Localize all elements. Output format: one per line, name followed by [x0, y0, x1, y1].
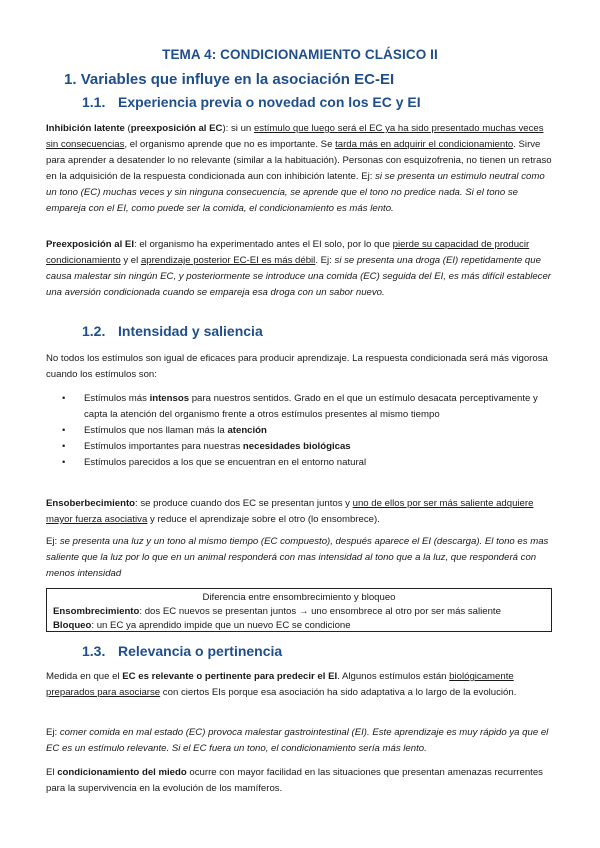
text-run: . Algunos estímulos están — [337, 671, 450, 682]
list-item — [46, 439, 554, 455]
bold-text: condicionamiento del miedo — [57, 767, 187, 778]
section-1-number: 1. — [64, 71, 77, 88]
text-run: . Sirve para aprender a desatender lo no relevante (similar a la habituación). Personas con esquizofrenia, no tienen un retraso en la adquisición de la respuesta condicionada aun con inhibición latente. Ej: — [46, 139, 552, 182]
underlined-text: biológicamente preparados para asociarse — [46, 671, 514, 698]
underlined-text: estímulo que luego será el EC ya ha sido presentado muchas veces sin consecuencias — [46, 123, 544, 150]
example-text: se presenta una luz y un tono al mismo tiempo (EC compuesto), después aparece el EI (descarga). El tono es mas saliente que la luz por lo que en un animal responderá con mas intensidad al tono que a la luz, que responderá con menos intensidad — [46, 536, 549, 579]
text-run: Estímulos importantes para nuestras — [84, 441, 243, 452]
paragraph-inhibicion-latente — [46, 121, 554, 217]
subsection-1-1-number: 1.1. — [82, 94, 106, 110]
text-run: , el organismo aprende que no es importante. Se — [124, 139, 336, 150]
paragraph-ensoberbecimiento — [46, 496, 554, 528]
underlined-text: uno de ellos por ser más saliente adquiere mayor fuerza asociativa — [46, 498, 534, 525]
bullet-list — [46, 391, 554, 471]
bullet-icon: • — [62, 393, 66, 404]
section-1-heading — [64, 71, 394, 88]
subsection-1-3-number: 1.3. — [82, 643, 106, 659]
comparison-box — [46, 588, 552, 632]
bullet-icon: • — [62, 425, 66, 436]
text-run: con ciertos EIs porque esa asociación ha sido adaptativa a lo largo de la evolución. — [160, 687, 517, 698]
text-run: y el — [120, 255, 141, 266]
text-run: . Ej: — [315, 255, 335, 266]
example-text: si se presenta un estimulo neutral como un tono (EC) muchas veces y sin ninguna consecuencia, se aprende que el tono no predice nada. Si el tono se empareja con el EI, como puede ser la comida, el condicionamiento es más lento. — [46, 171, 545, 214]
bullet-icon: • — [62, 457, 66, 468]
paragraph-intensidad: No todos los estímulos son igual de eficaces para producir aprendizaje. La respuesta condicionada será más vigorosa cuando los estímulos son: — [46, 353, 548, 380]
term-ensoberbecimiento: Ensoberbecimiento — [46, 498, 136, 509]
bold-text: Ensombrecimiento — [53, 606, 140, 617]
text-run: y reduce el aprendizaje sobre el otro (lo ensombrece). — [147, 514, 380, 525]
term-inhibicion-latente: Inhibición latente — [46, 123, 125, 134]
subsection-1-3-heading — [82, 643, 282, 659]
term-preexposicion-ei: Preexposición al EI — [46, 239, 134, 250]
paragraph-ejemplo-ensombrecimiento — [46, 534, 554, 582]
bold-text: Bloqueo — [53, 620, 92, 631]
text-run: : el organismo ha experimentado antes el EI solo, por lo que — [133, 239, 393, 250]
text-run: Estímulos parecidos a los que se encuentran en el entorno natural — [84, 457, 367, 468]
box-caption: Diferencia entre ensombrecimiento y bloqueo — [202, 592, 396, 603]
text-run: : un EC ya aprendido impide que un nuevo EC se condicione — [91, 620, 351, 631]
text-run: Ej: — [46, 536, 60, 547]
text-run: El — [46, 767, 58, 778]
box-line-bloqueo — [53, 619, 545, 633]
list-item — [46, 391, 554, 423]
example-text: comer comida en mal estado (EC) provoca malestar gastrointestinal (EI). Este aprendizaje es muy rápido ya que el EC es un estímulo relevante. Si el EC fuera un tono, el condicionamiento sería más lento. — [46, 727, 549, 754]
subsection-1-2-title: Intensidad y saliencia — [118, 323, 263, 339]
text-run: para nuestros sentidos. Grado en el que un estímulo desacata perceptivamente y capta la atención del organismo frente a otros estímulos presentes al mismo tiempo — [84, 393, 538, 420]
bold-text: EC es relevante o pertinente para predecir el EI — [122, 671, 338, 682]
text-run: Ej: — [46, 727, 60, 738]
text-run: ocurre con mayor facilidad en las situaciones que presentan amenazas recurrentes para la supervivencia en la evolución de los mamíferos. — [46, 767, 543, 794]
paragraph-ejemplo-relevancia — [46, 725, 554, 757]
text-run: : se produce cuando dos EC se presentan juntos y — [135, 498, 353, 509]
document-title: TEMA 4: CONDICIONAMIENTO CLÁSICO II — [162, 47, 438, 62]
underlined-text: pierde su capacidad de producir condicionamiento — [46, 239, 530, 266]
subsection-1-3-title: Relevancia o pertinencia — [118, 643, 283, 659]
text-run: : dos EC nuevos se presentan juntos → uno ensombrece al otro por ser más saliente — [139, 606, 501, 617]
text-run: Estímulos más — [84, 393, 150, 404]
bold-text: necesidades biológicas — [242, 441, 351, 452]
paragraph-relevancia — [46, 669, 554, 701]
text-run: Estímulos que nos llaman más la — [84, 425, 228, 436]
list-item — [46, 423, 554, 439]
paragraph-preexposicion-ei — [46, 237, 554, 301]
text-run: ( — [124, 123, 131, 134]
subsection-1-2-number: 1.2. — [82, 323, 106, 339]
bullet-icon: • — [62, 441, 66, 452]
subsection-1-1-title: Experiencia previa o novedad con los EC y EI — [118, 94, 421, 110]
section-1-title: Variables que influye en la asociación EC-EI — [80, 71, 395, 88]
underlined-text: tarda más en adquirir el condicionamiento — [335, 139, 514, 150]
subsection-1-1-heading — [82, 94, 421, 110]
example-text: si se presenta una droga (EI) repetidamente que causa malestar sin ningún EC, y posteriormente se introduce una comida (EC) seguida del EI, es más difícil establecer una aversión condicionada cuando se empareja esa droga con un sabor nuevo. — [46, 255, 551, 298]
text-run: Medida en que el — [46, 671, 123, 682]
paragraph-condicionamiento-miedo — [46, 765, 554, 797]
bold-text: atención — [227, 425, 267, 436]
bold-text: intensos — [149, 393, 190, 404]
underlined-text: aprendizaje posterior EC-EI es más débil — [140, 255, 316, 266]
text-run: ): si un — [222, 123, 254, 134]
subsection-1-2-heading — [82, 323, 263, 339]
list-item — [46, 455, 554, 471]
term-preexposicion-ec: preexposición al EC — [130, 123, 223, 134]
box-line-ensombrecimiento — [53, 605, 545, 619]
